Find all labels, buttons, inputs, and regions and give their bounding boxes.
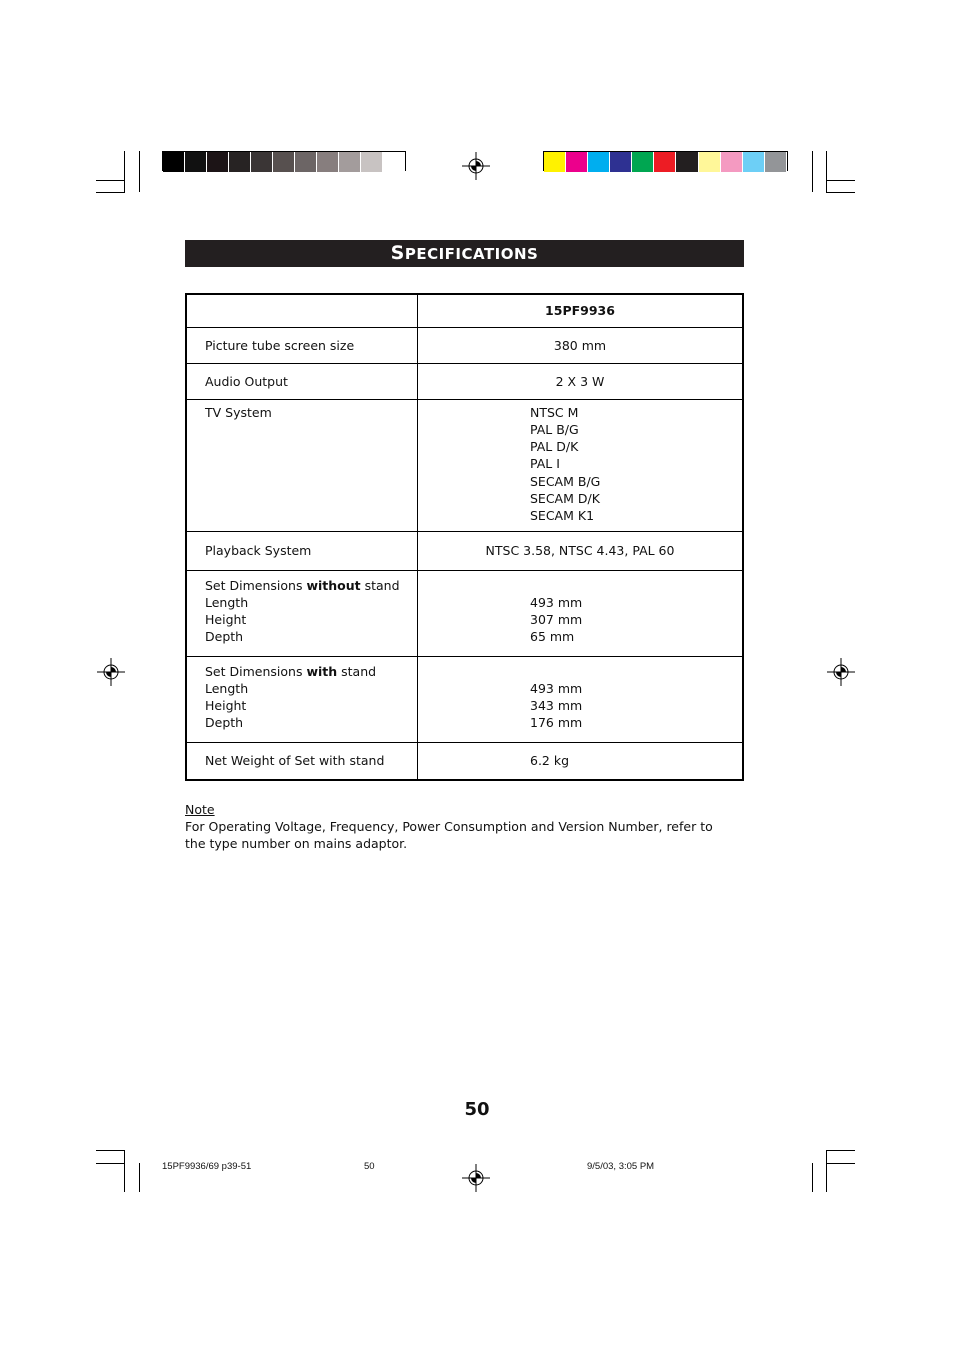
- spec-label: [186, 742, 418, 780]
- spec-value-text: 493 mm: [530, 594, 583, 610]
- spec-label-part: Set Dimensions: [205, 663, 307, 679]
- spec-label-text: Audio Output: [205, 373, 288, 389]
- grayscale-calibration-bar: [162, 151, 406, 171]
- spec-sublabel: Length: [205, 594, 249, 610]
- color-swatch: [251, 152, 273, 172]
- spec-sublabel: Depth: [205, 715, 244, 731]
- color-swatch: [361, 152, 383, 172]
- spec-label: [186, 656, 418, 742]
- page-number: 50: [464, 1099, 490, 1120]
- slug-file-name: 15PF9936/69 p39-51: [162, 1161, 252, 1172]
- spec-value-text: 380 mm: [553, 337, 607, 353]
- spec-value-text: SECAM B/G: [530, 473, 601, 489]
- spec-label: [186, 570, 418, 656]
- table-row: [186, 327, 743, 363]
- spec-value-text: 6.2 kg: [530, 753, 570, 769]
- slug-page-number: 50: [364, 1161, 375, 1172]
- crop-mark: [826, 1163, 855, 1164]
- table-row: [186, 363, 743, 399]
- spec-sublabel: Length: [205, 680, 249, 696]
- spec-value: [418, 570, 744, 656]
- color-swatch: [273, 152, 295, 172]
- spec-label: [186, 327, 418, 363]
- color-swatch: [339, 152, 361, 172]
- crop-mark: [826, 192, 855, 193]
- crop-mark: [96, 1163, 125, 1164]
- spec-sublabel: Depth: [205, 629, 244, 645]
- spec-value: [418, 399, 744, 531]
- crop-mark: [124, 151, 125, 192]
- color-swatch: [610, 152, 632, 172]
- spec-value-text: PAL D/K: [530, 439, 579, 455]
- registration-mark-icon: [97, 658, 125, 686]
- color-swatch: [676, 152, 698, 172]
- spec-label-text: Picture tube screen size: [205, 337, 355, 353]
- crop-mark: [124, 1150, 125, 1192]
- registration-mark-icon: [462, 152, 490, 180]
- crop-mark: [139, 1163, 140, 1192]
- crop-mark: [826, 180, 855, 181]
- spec-value: [418, 656, 744, 742]
- spec-value: [418, 531, 744, 570]
- crop-mark: [826, 1150, 827, 1192]
- spec-value-text: 2 X 3 W: [555, 373, 605, 389]
- spec-label-text: [205, 577, 417, 594]
- spec-value-text: NTSC 3.58, NTSC 4.43, PAL 60: [485, 543, 675, 558]
- color-swatch: [295, 152, 317, 172]
- crop-mark: [826, 1150, 855, 1151]
- color-swatch: [743, 152, 765, 172]
- color-swatch: [544, 152, 566, 172]
- spec-label-text: TV System: [205, 404, 272, 420]
- spec-label-text: Playback System: [205, 543, 312, 558]
- table-row: [186, 742, 743, 780]
- spec-value: [418, 742, 744, 780]
- spec-value-text: 493 mm: [530, 680, 583, 696]
- spec-value-spacer: [530, 577, 742, 594]
- table-header-empty: [186, 294, 418, 327]
- table-header-model: [418, 294, 744, 327]
- table-row: [186, 399, 743, 531]
- color-swatch: [185, 152, 207, 172]
- color-swatch: [588, 152, 610, 172]
- spec-label: [186, 399, 418, 531]
- table-row: [186, 570, 743, 656]
- slug-date: 9/5/03, 3:05 PM: [587, 1161, 655, 1172]
- spec-value-text: NTSC M: [530, 404, 579, 420]
- page-title-initial: S: [390, 242, 405, 264]
- spec-value: [418, 327, 744, 363]
- crop-mark: [96, 180, 125, 181]
- model-number: 15PF9936: [545, 303, 615, 319]
- registration-mark-icon: [462, 1164, 490, 1192]
- spec-value-text: SECAM K1: [530, 508, 595, 524]
- spec-label-text: [205, 663, 417, 680]
- spec-sublabel: Height: [205, 612, 247, 628]
- spec-value: [418, 363, 744, 399]
- table-header-row: [186, 294, 743, 327]
- crop-mark: [812, 151, 813, 192]
- specifications-table: [185, 293, 744, 781]
- color-swatch: [765, 152, 787, 172]
- table-row: [186, 531, 743, 570]
- spec-label-part: Set Dimensions: [205, 577, 307, 593]
- crop-mark: [826, 151, 827, 192]
- color-swatch: [383, 152, 405, 172]
- crop-mark: [96, 192, 125, 193]
- spec-value-text: PAL I: [530, 456, 560, 472]
- color-swatch: [632, 152, 654, 172]
- color-swatch: [566, 152, 588, 172]
- color-swatch: [317, 152, 339, 172]
- page-title: [185, 240, 744, 267]
- spec-value-text: 65 mm: [530, 629, 575, 645]
- note-text: For Operating Voltage, Frequency, Power Consumption and Version Number, refer to the type number on mains adaptor.: [185, 819, 713, 851]
- color-swatch: [163, 152, 185, 172]
- spec-value-text: PAL B/G: [530, 421, 579, 437]
- spec-label-part: stand: [360, 577, 400, 593]
- spec-label-emphasis: with: [306, 663, 338, 679]
- note-section: [185, 801, 725, 852]
- color-swatch: [654, 152, 676, 172]
- crop-mark: [96, 1150, 125, 1151]
- spec-label: [186, 531, 418, 570]
- crop-mark: [812, 1163, 813, 1192]
- table-row: [186, 656, 743, 742]
- color-swatch: [207, 152, 229, 172]
- note-heading: Note: [185, 802, 215, 817]
- crop-mark: [139, 151, 140, 192]
- color-calibration-bar: [543, 151, 788, 171]
- color-swatch: [699, 152, 721, 172]
- spec-label: [186, 363, 418, 399]
- page-title-rest: PECIFICATIONS: [404, 245, 539, 263]
- spec-label-emphasis: without: [306, 577, 361, 593]
- color-swatch: [229, 152, 251, 172]
- spec-value-text: SECAM D/K: [530, 490, 600, 506]
- spec-value-text: 343 mm: [530, 698, 583, 714]
- spec-label-text: Net Weight of Set with stand: [205, 753, 385, 769]
- spec-sublabel: Height: [205, 698, 247, 714]
- registration-mark-icon: [827, 658, 855, 686]
- color-swatch: [721, 152, 743, 172]
- spec-value-text: 176 mm: [530, 715, 583, 731]
- spec-value-text: 307 mm: [530, 612, 583, 628]
- spec-label-part: stand: [337, 663, 377, 679]
- spec-value-spacer: [530, 663, 742, 680]
